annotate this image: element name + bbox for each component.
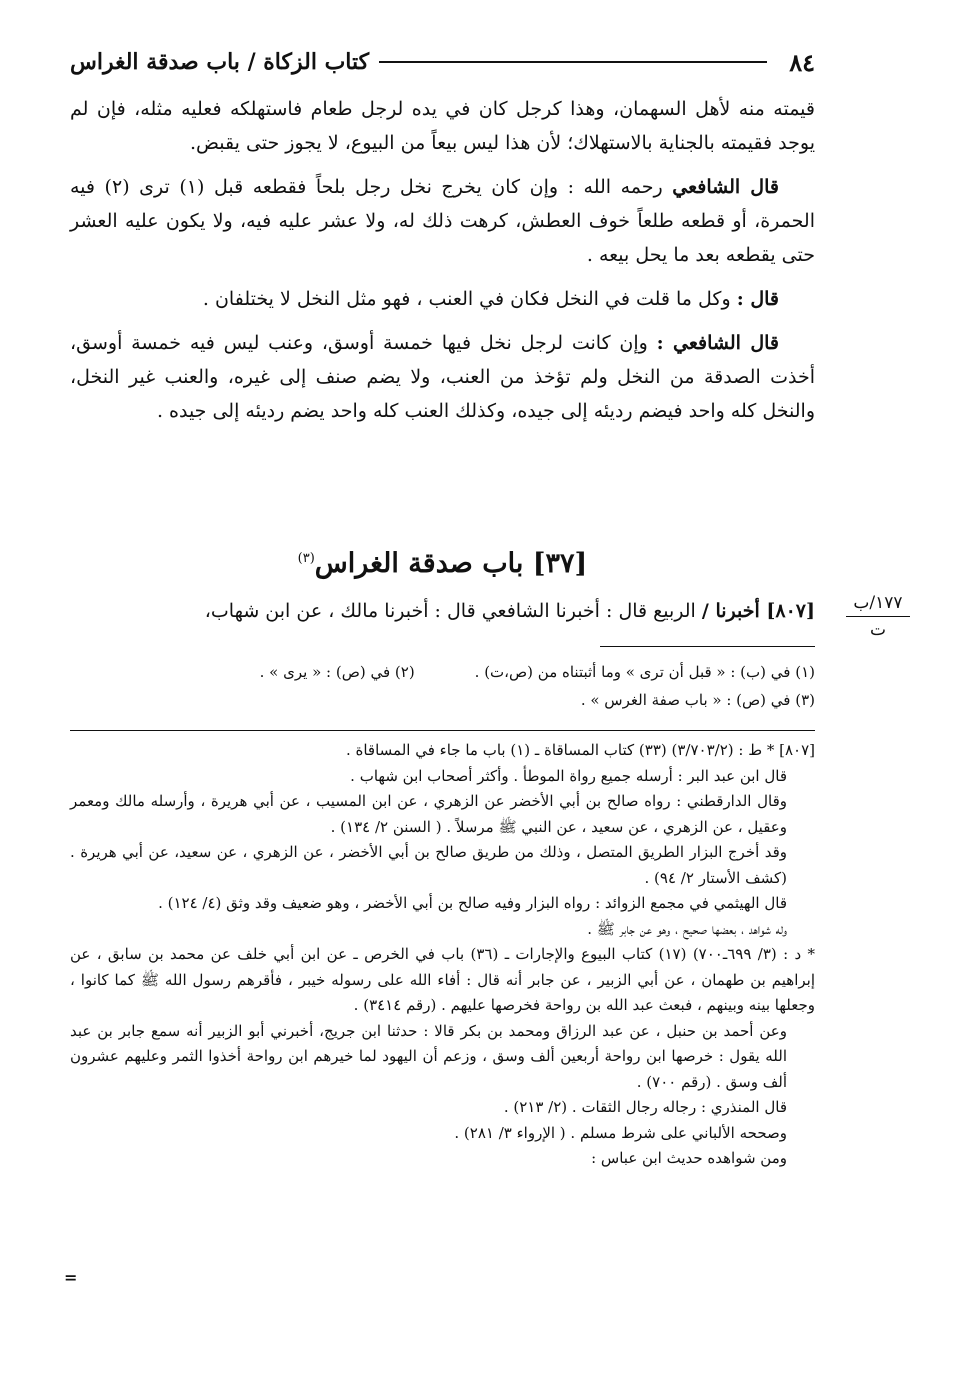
note-line: قال المنذري : رجاله رجال الثقات . (٢/ ٢١٣) . [503,1098,787,1116]
note-line: وقد أخرج البزار الطريق المتصل ، وذلك من طريق صالح بن أبي الأخضر ، عن الزهري ، عن سعيد، عن أبي هريرة . (كشف الأستار ٢/ ٩٤) . [70,843,787,887]
note-line: ومن شواهده حديث ابن عباس : [591,1149,787,1167]
note-line: وعن أحمد بن حنبل ، عن عبد الرزاق ومحمد بن بكر قالا : حدثنا ابن جريج، أخبرني أبو الزبير أنه سمع جابر بن عبد الله يقول : خرصها ابن رواحة أربعين ألف وسق ، وزعم أن اليهود لما خيرهم ابن رواحة أخذوا الثمر وعليهم عشرون ألف وسق . (رقم ٧٠٠) . [70,1021,787,1091]
footnotes [70,658,815,714]
paragraph-3 [70,282,815,316]
section-heading-text: [٣٧] باب صدقة الغراس [314,548,588,579]
paragraph-4-text: وإن كانت لرجل نخل فيها خمسة أوسق، وعنب ليس فيه خمسة أوسق، أخذت الصدقة من النخل ولم تؤخذ من العنب، ولا يضم صنف إلى غيره، والعنب غير النخل، والنخل كله واحد فيضم رديئه إلى جيده، وكذلك العنب كله واحد يضم رديئه إلى جيده . [70,332,815,422]
paragraph-2-text: رحمه الله : وإن كان يخرج نخل رجل بلحاً فقطعه قبل (١) ترى (٢) فيه الحمرة، أو قطعه طلعاً خوف العطش، كرهت ذلك له، ولا عشر عليه فيه، ولا يكون عليه العشر حتى يقطعه بعد ما يحل بيعه . [70,176,815,266]
paragraph-1: قيمته منه لأهل السهمان، وهذا كرجل كان في يده لرجل طعام فاستهلكه فعليه مثله، فإن لم يوجد فقيمته بالجناية بالاستهلاك؛ لأن هذا ليس بيعاً من البيوع، لا يجوز حتى يقبض. [70,98,815,154]
notes-separator [70,730,815,731]
paragraph-4 [70,326,815,428]
speaker-lead: قال الشافعي [672,176,779,198]
speaker-lead: قال الشافعي : [656,332,779,354]
hadith-first-line [70,596,815,626]
footnote-1: (١) في (ب) : « قبل أن ترى » وما أثبتناه من (ص،ت) . [474,663,815,681]
note-line: قال الهيثمي في مجمع الزوائد : رواه البزار وفيه صالح بن أبي الأخضر ، وهو ضعيف وقد وثق (٤/ ١٢٤) . [158,894,787,912]
hadith-number: [٨٠٧] أخبرنا / [701,600,815,622]
paragraph-2 [70,170,815,272]
footnote-3: (٣) في (ص) : « باب صفة الغرس » . [580,691,815,709]
margin-manuscript: ت [869,620,886,640]
heading-footnote-ref: (٣) [297,551,315,566]
note-line: [٨٠٧] * ط : (٣/٧٠٣/٢) (٣٣) كتاب المساقاة ـ (١) باب ما جاء في المساقاة . [345,741,815,759]
continuation-marker: = [64,1268,78,1287]
running-title: كتاب الزكاة / باب صدقة الغراس [70,49,370,75]
section-heading [70,548,815,579]
main-text [70,92,815,438]
note-line: وله شواهد ، بعضها صحيح ، وهو عن جابر ﷺ . [587,919,787,938]
note-line: قال ابن عبد البر : أرسله جميع رواة الموطأ . وأكثر أصحاب ابن شهاب . [350,766,787,785]
margin-folio: ١٧٧/ب [853,593,903,613]
hadith-chain: الربيع قال : أخبرنا الشافعي قال : أخبرنا مالك ، عن ابن شهاب، [204,600,696,622]
footnote-2: (٢) في (ص) : « يرى » . [259,663,415,681]
page-number: ٨٤ [789,47,815,77]
margin-rule [846,616,910,617]
page-header [70,42,815,82]
margin-folio-note [838,592,918,641]
note-line: * د : (٣/ ٦٩٩ـ٧٠٠) (١٧) كتاب البيوع والإجارات ـ (٣٦) باب في الخرص ـ عن ابن أبي خلف عن محمد بن سابق ، عن إبراهيم بن طهمان ، عن أبي الزبير ، عن جابر أنه قال : أفاء الله على رسوله خيبر ، فأقرهم رسول الله ﷺ كما كانوا ، وجعلها بينه وبينهم ، فبعث عبد الله بن رواحة فخرصها عليهم . (رقم ٣٤١٤) . [70,945,815,1014]
note-line: وقال الدارقطني : رواه صالح بن أبي الأخضر عن الزهري ، عن ابن المسيب ، عن أبي هريرة ، وأرسله مالك ومعمر وعقيل ، عن الزهري ، عن سعيد ، عن النبي ﷺ مرسلاً . ( السنن ٢/ ١٣٤) . [70,792,787,836]
speaker-lead: قال : [736,288,779,310]
takhrij-notes [70,738,815,1172]
footnote-separator [600,646,815,647]
header-rule [379,61,767,63]
note-line: وصححه الألباني على شرط مسلم . ( الإرواء ٣/ ٢٨١) . [454,1123,787,1142]
paragraph-3-text: وكل ما قلت في النخل فكان في العنب ، فهو مثل النخل لا يختلفان . [202,288,731,310]
